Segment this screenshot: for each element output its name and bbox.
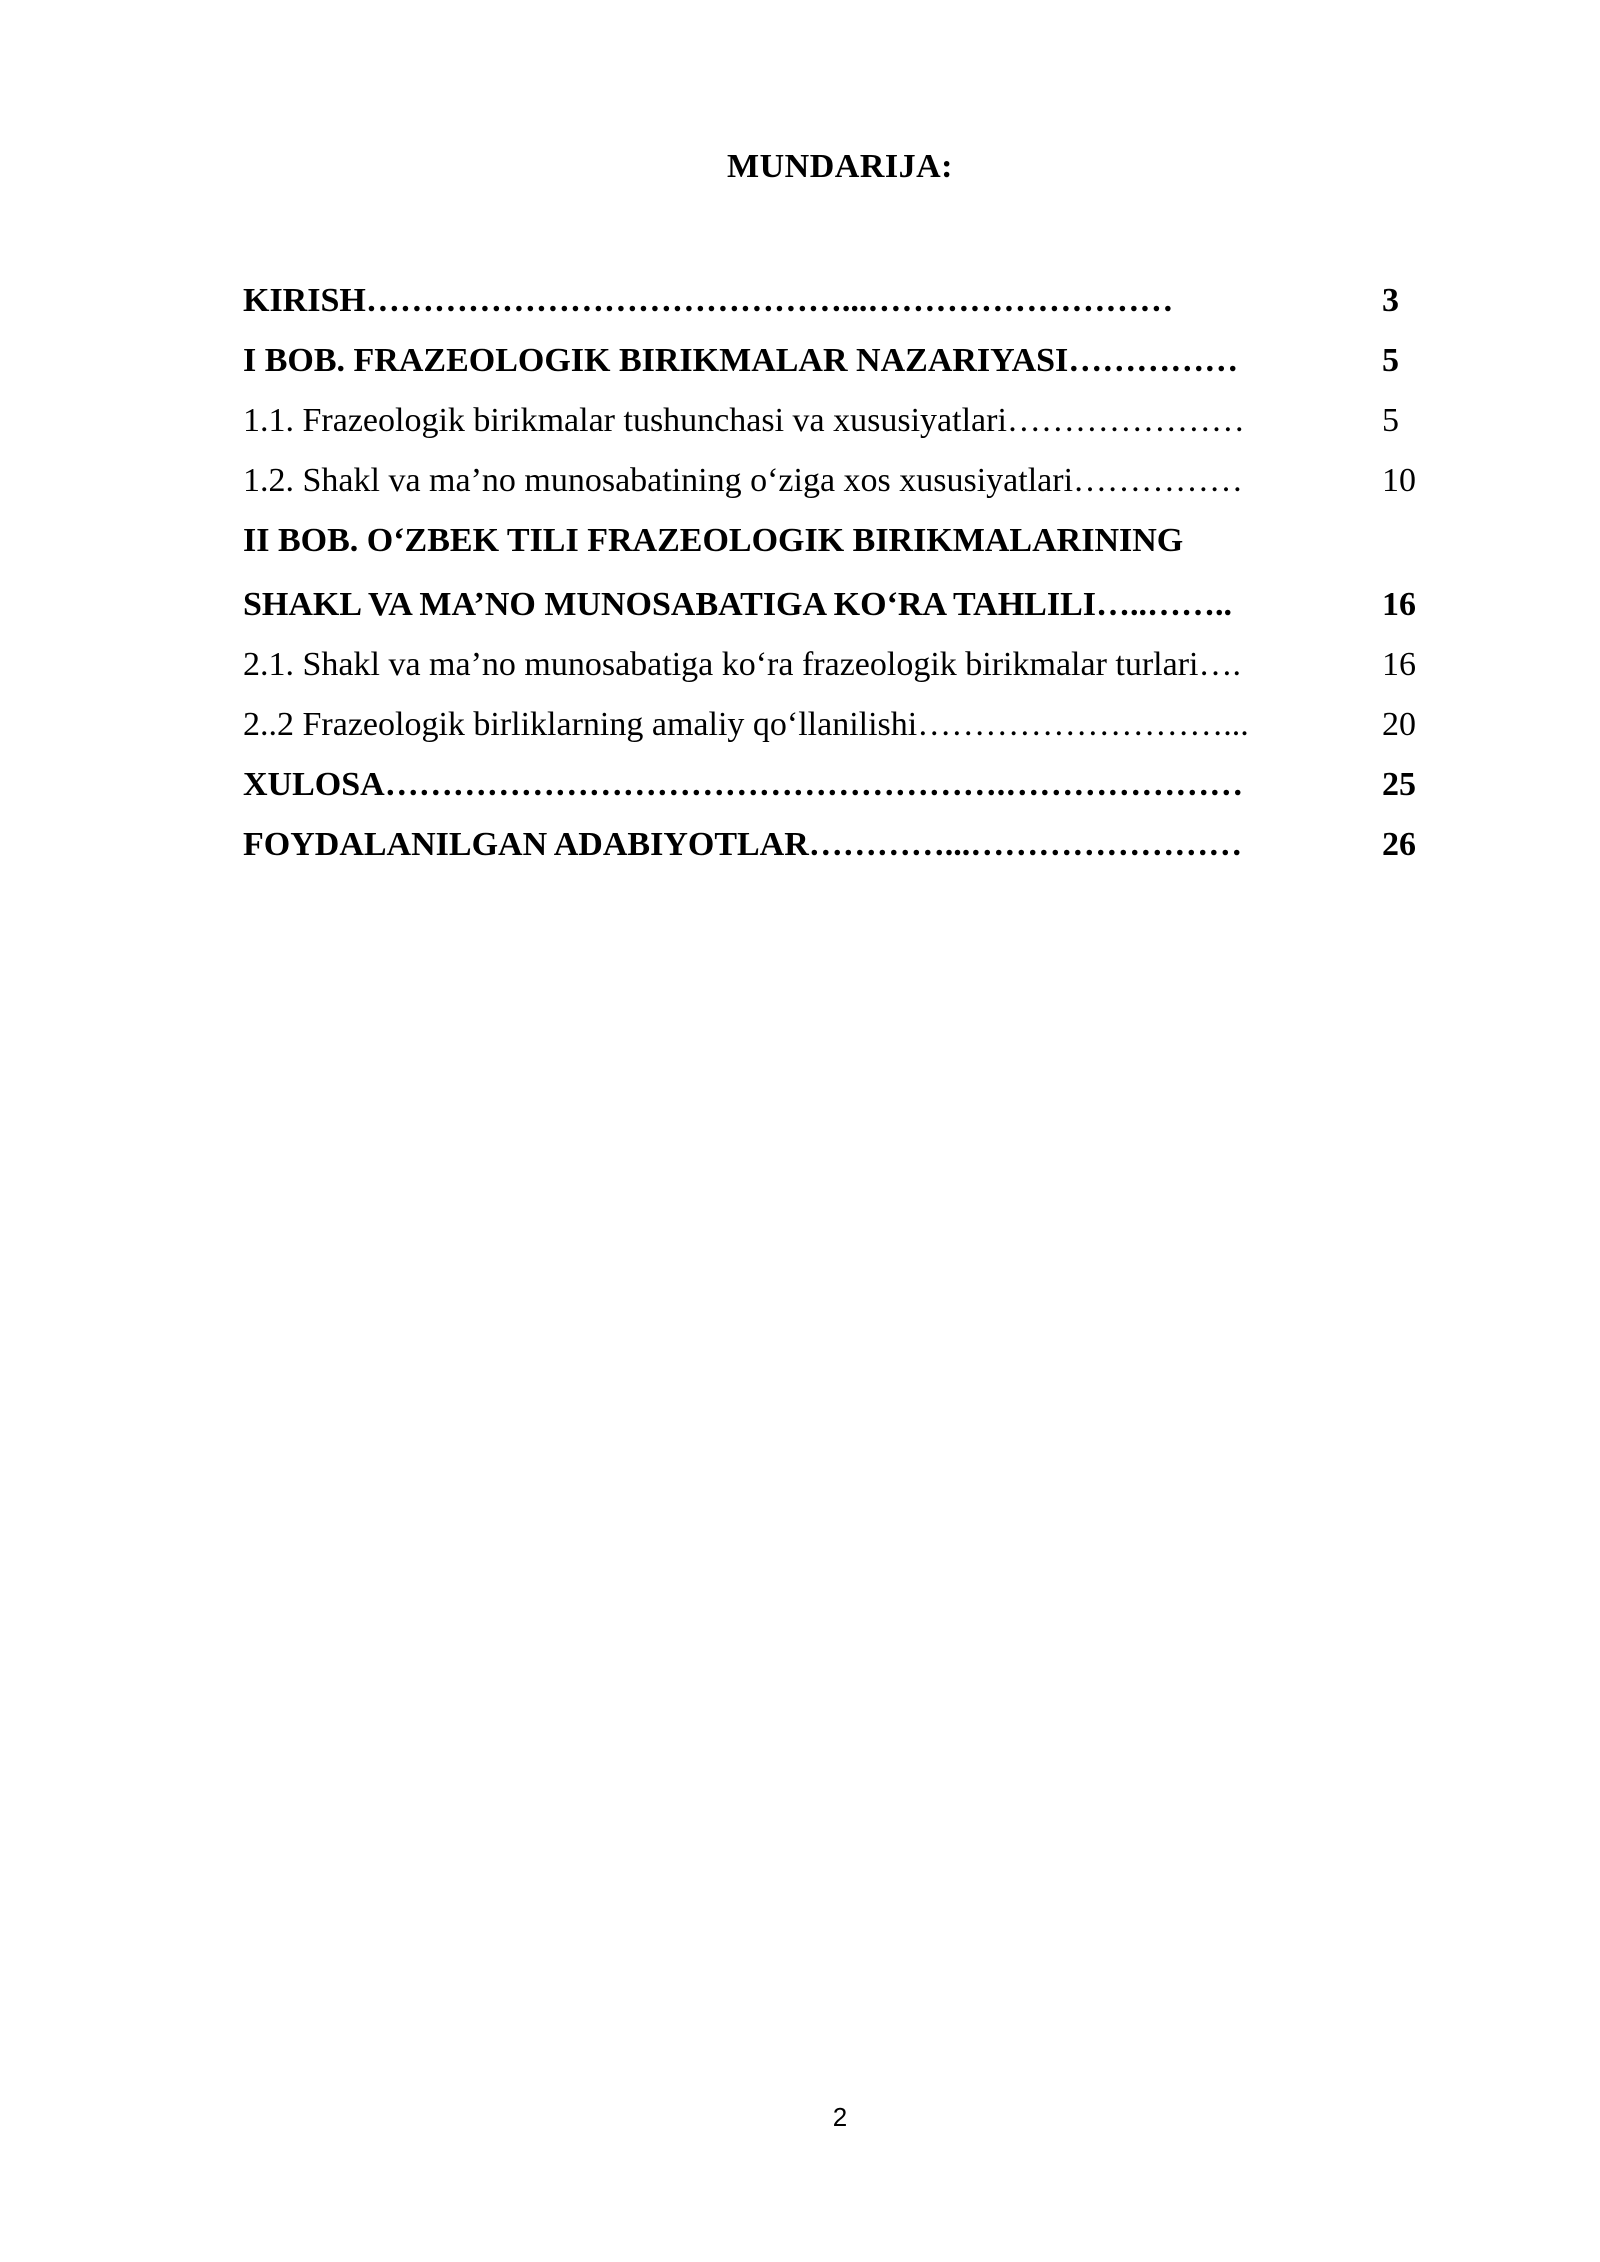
page-number: 2 bbox=[832, 2102, 848, 2132]
toc-entry-text: KIRISH……………………………………...……………………… bbox=[243, 282, 1174, 319]
toc-entry-page: 5 bbox=[1382, 402, 1399, 439]
toc-entry-section-1-2 bbox=[243, 462, 1433, 522]
toc-entry-page: 25 bbox=[1382, 766, 1416, 803]
toc-entry-text: XULOSA……………………………………………….………………… bbox=[243, 766, 1244, 803]
toc-entry-xulosa bbox=[243, 766, 1433, 826]
toc-entry-chapter-2-line-1 bbox=[243, 522, 1433, 586]
toc-entry-text: FOYDALANILGAN ADABIYOTLAR…………...…………………… bbox=[243, 826, 1243, 863]
toc-entry-adabiyotlar bbox=[243, 826, 1433, 886]
toc-entry-text: SHAKL VA MA’NO MUNOSABATIGA KO‘RA TAHLILI…..…….. bbox=[243, 586, 1232, 623]
toc-entry-text: II BOB. O‘ZBEK TILI FRAZEOLOGIK BIRIKMALARINING bbox=[243, 522, 1184, 559]
toc-entry-page: 10 bbox=[1382, 462, 1416, 499]
table-of-contents bbox=[243, 282, 1433, 886]
toc-entry-page: 16 bbox=[1382, 646, 1416, 683]
page-title: MUNDARIJA: bbox=[727, 148, 953, 185]
toc-entry-text: 1.2. Shakl va ma’no munosabatining o‘ziga xos xususiyatlari…………… bbox=[243, 462, 1244, 499]
toc-entry-chapter-2-line-2 bbox=[243, 586, 1433, 646]
toc-entry-text: I BOB. FRAZEOLOGIK BIRIKMALAR NAZARIYASI…………… bbox=[243, 342, 1239, 379]
toc-entry-page: 5 bbox=[1382, 342, 1399, 379]
toc-entry-section-2-1 bbox=[243, 646, 1433, 706]
toc-entry-chapter-1 bbox=[243, 342, 1433, 402]
toc-entry-text: 2..2 Frazeologik birliklarning amaliy qo‘llanilishi………………………... bbox=[243, 706, 1249, 743]
toc-entry-kirish bbox=[243, 282, 1433, 342]
toc-entry-page: 3 bbox=[1382, 282, 1399, 319]
toc-entry-text: 2.1. Shakl va ma’no munosabatiga ko‘ra frazeologik birikmalar turlari…. bbox=[243, 646, 1241, 683]
toc-entry-section-1-1 bbox=[243, 402, 1433, 462]
toc-entry-page: 20 bbox=[1382, 706, 1416, 743]
toc-entry-page: 16 bbox=[1382, 586, 1416, 623]
toc-entry-section-2-2 bbox=[243, 706, 1433, 766]
toc-entry-page: 26 bbox=[1382, 826, 1416, 863]
toc-entry-text: 1.1. Frazeologik birikmalar tushunchasi va xususiyatlari………………… bbox=[243, 402, 1245, 439]
